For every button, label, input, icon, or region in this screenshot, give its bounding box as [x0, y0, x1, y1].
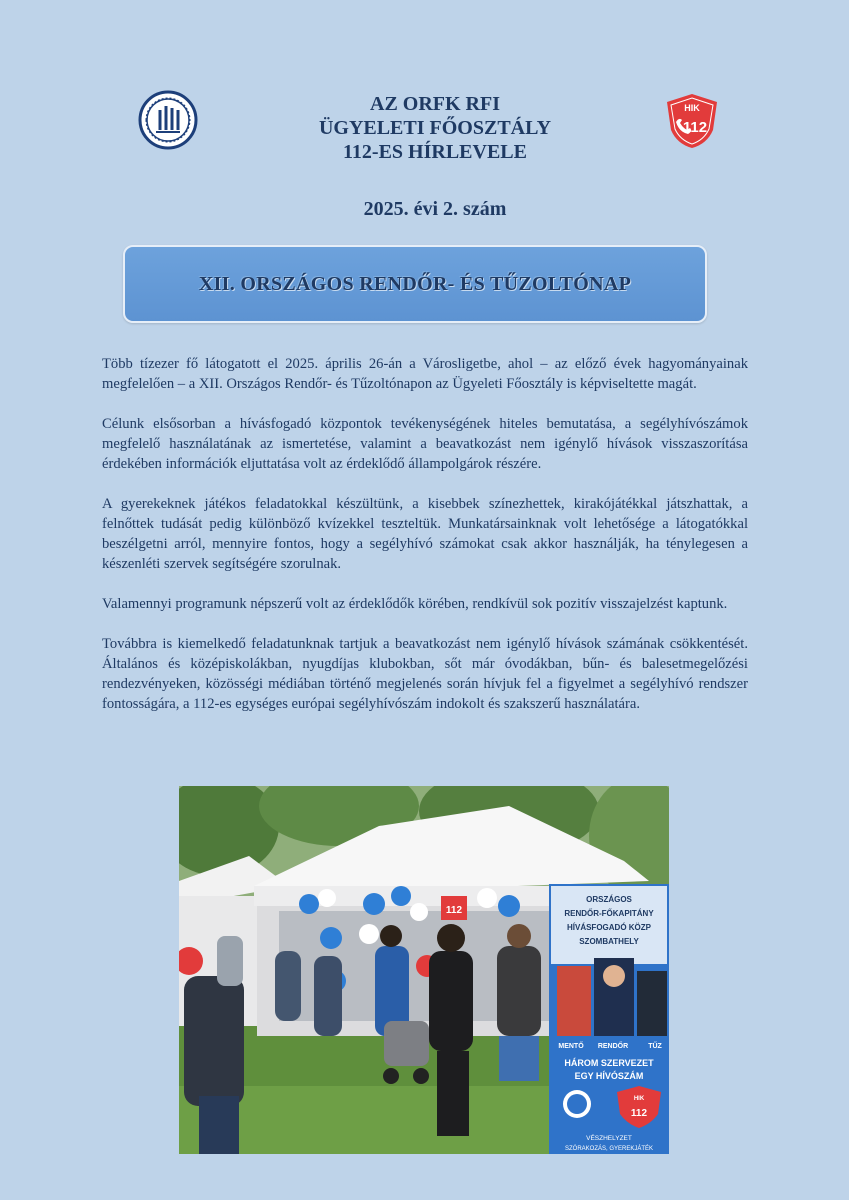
hik-badge-text: HIK	[684, 103, 700, 113]
rollup-label-c: TŰZ	[648, 1043, 662, 1050]
article-body	[102, 354, 748, 734]
article-title-banner	[123, 245, 707, 323]
paragraph: Valamennyi programunk népszerű volt az érdeklődők körében, rendkívül sok pozitív visszajelzést kaptunk.	[102, 596, 728, 612]
rollup-label-b: RENDŐR	[597, 1043, 629, 1050]
rfi-emblem-icon	[138, 90, 198, 150]
rollup-badge-top: HIK	[633, 1096, 645, 1102]
rollup-badge-number: 112	[630, 1108, 648, 1119]
paragraph: Továbbra is kiemelkedő feladatunknak tartjuk a beavatkozást nem igénylő hívások számának csökkentését. Általános és középiskolákban, nyugdíjas klubokban, sőt már óvodákban, bűn- és balesetmegelőzési rendezvényeken, közösségi médiában történő megjelenés során hívjuk fel a figyelmet a segélyhívó rendszer fontosságára, a 112-es egységes európai segélyhívószám indokolt és szakszerű használatára.	[102, 636, 748, 712]
masthead-line-2: ÜGYELETI FŐOSZTÁLY	[318, 117, 552, 139]
newsletter-masthead	[200, 92, 670, 164]
article-title: XII. ORSZÁGOS RENDŐR- ÉS TŰZOLTÓNAP	[198, 272, 632, 295]
hik-112-shield-icon	[665, 92, 719, 150]
paragraph: Több tízezer fő látogatott el 2025. április 26-án a Városligetbe, ahol – az előző évek hagyományainak megfelelően – a XII. Országos Rendőr- és Tűzoltónapon az Ügyeleti Főosztály is képviseltette magát.	[102, 356, 748, 392]
tent-sign-text: 112	[445, 905, 463, 916]
rollup-line-3: HÍVÁSFOGADÓ KÖZP	[566, 923, 652, 932]
rollup-slogan-2: EGY HÍVÓSZÁM	[574, 1071, 644, 1081]
issue-number: 2025. évi 2. szám	[363, 198, 507, 220]
rollup-slogan-1: HÁROM SZERVEZET	[564, 1058, 654, 1068]
rollup-label-a: MENTŐ	[558, 1043, 584, 1050]
paragraph: A gyerekeknek játékos feladatokkal készültünk, a kisebbek színezhettek, kirakójátékkal játszhattak, a felnőttek tudását pedig különböző kvízekkel teszteltük. Munkatársainknak volt lehetősége a látogatókkal beszélgetni arról, mennyire fontos, hogy a segélyhívó számokat csak akkor használják, ha ténylegesen a készenléti szervek segítségére szorulnak.	[102, 496, 748, 572]
rollup-line-1: ORSZÁGOS	[586, 895, 632, 904]
masthead-line-3: 112-ES HÍRLEVELE	[343, 141, 527, 163]
rollup-line-4: SZOMBATHELY	[579, 937, 639, 946]
hik-badge-number: 112	[682, 119, 708, 136]
rollup-line-2: RENDŐR-FŐKAPITÁNY	[564, 909, 654, 918]
masthead-line-1: AZ ORFK RFI	[370, 93, 500, 115]
paragraph: Célunk elsősorban a hívásfogadó központok tevékenységének hiteles bemutatása, a segélyhívószámok megfelelő használatának az ismertetése, valamint a beavatkozást nem igénylő hívások visszaszorítása érdekében információk eljuttatása volt az érdeklődő állampolgárok részére.	[102, 416, 748, 472]
event-photo	[179, 786, 669, 1154]
rollup-bottom-2: SZÓRAKOZÁS, GYEREKJÁTÉK	[564, 1146, 654, 1152]
rollup-bottom-1: VÉSZHELYZET	[586, 1135, 632, 1142]
